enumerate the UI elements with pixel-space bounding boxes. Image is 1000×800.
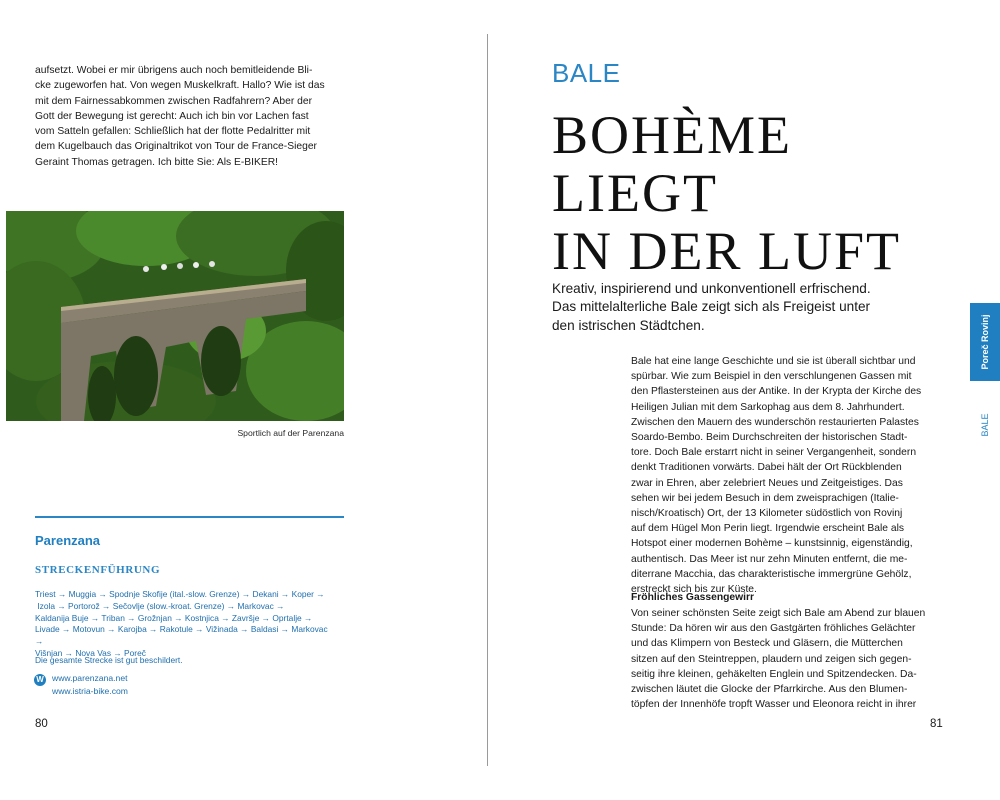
headline <box>552 106 901 280</box>
body-line: Stunde: Da hören wir aus den Gastgärten fröhliches Gelächter <box>631 623 916 635</box>
route-line: Livade → Motovun → Karojba → Rakotule → Vižinada → Baldasi → Markovac → <box>35 624 328 647</box>
body-line: authentisch. Das Meer ist nur zehn Minuten entfernt, die me- <box>631 553 908 565</box>
body-line: tore. Doch Bale erstarrt nicht in seiner Vergangenheit, sondern <box>631 447 917 459</box>
info-box-rule <box>35 516 344 518</box>
info-box-title: Parenzana <box>35 533 101 548</box>
left-page <box>0 0 487 800</box>
intro-line: aufsetzt. Wobei er mir übrigens auch noch bemitleidende Bli- <box>35 65 313 76</box>
body-line: spürbar. Wie zum Beispiel in den verschlungenen Gassen mit <box>631 371 912 383</box>
body-line: denkt Traditionen vorwärts. Dabei hält der Ort Rückblenden <box>631 462 902 474</box>
section-kicker: BALE <box>552 58 621 88</box>
body-line: zwar in Ehren, aber zelebriert Neues und Zeitgeistiges. Das <box>631 477 903 489</box>
body-line: Soardo-Bembo. Beim Durchschreiten der historischen Stadt- <box>631 432 908 444</box>
info-box-subtitle: STRECKENFÜHRUNG <box>35 564 161 576</box>
body-line: und das Klimpern von Besteck und Gläsern, die Mütterchen <box>631 638 903 650</box>
intro-line: mit dem Fairnessabkommen zwischen Radfahrern? Aber der <box>35 95 312 107</box>
body-line: Hotspot einer modernen Bohème – kunstsinnig, eigenständig, <box>631 538 913 550</box>
body-line: erstreckt sich bis zur Küste. <box>631 584 757 596</box>
intro-paragraph <box>35 63 345 170</box>
body-line: Zwischen den Mauern des wunderschön restaurierten Palastes <box>631 416 919 428</box>
route-line: Triest → Muggia → Spodnje Skofije (ital.-slow. Grenze) → Dekani → Koper → <box>35 589 325 599</box>
side-tab-porec-rovinj[interactable] <box>970 303 1000 381</box>
photo-caption: Sportlich auf der Parenzana <box>237 428 344 438</box>
body-line: diterrane Macchia, das charakteristische immergrüne Gehölz, <box>631 568 912 580</box>
headline-line: LIEGT <box>552 163 718 223</box>
route-description <box>35 589 335 660</box>
lead-line: Kreativ, inspirierend und unkonventionell erfrischend. <box>552 281 871 296</box>
subheading: Fröhliches Gassengewirr <box>631 592 755 603</box>
body-line: Von seiner schönsten Seite zeigt sich Bale am Abend zur blauen <box>631 608 926 619</box>
lead-paragraph <box>552 280 912 335</box>
side-tab-label: Poreč Rovinj <box>980 314 990 370</box>
body-paragraph <box>631 354 940 597</box>
body-line: seitig ihre kleinen, gehäkelten Englein und Spitzendecken. Da- <box>631 668 917 680</box>
intro-line: Gott der Bewegung ist gerecht: Auch ich bin vor Lachen fast <box>35 110 309 122</box>
globe-icon: W <box>34 674 46 686</box>
route-note: Die gesamte Strecke ist gut beschildert. <box>35 655 183 665</box>
side-tab-label: BALE <box>980 413 990 437</box>
body-line: zwischen läutet die Glocke der Pfarrkirche. Aus den Blumen- <box>631 684 908 696</box>
body-line: Heiligen Julian mit dem Sarkophag aus dem 8. Jahrhundert. <box>631 401 905 413</box>
page-gutter <box>487 34 488 766</box>
link-parenzana[interactable]: www.parenzana.net <box>52 673 128 683</box>
page-number-right: 81 <box>930 718 943 730</box>
route-line: Kaldanija Buje → Triban → Grožnjan → Kostnjica → Završje → Oprtalje → <box>35 612 313 623</box>
route-line: Izola → Portorož → Sečovlje (slow.-kroat. Grenze) → Markovac → <box>37 600 285 611</box>
intro-line: cke zugeworfen hat. Von wegen Muskelkraft. Hallo? Wie ist das <box>35 80 325 92</box>
link-istria-bike[interactable]: www.istria-bike.com <box>52 686 128 696</box>
route-line: Višnjan → Nova Vas → Poreč <box>35 647 146 658</box>
parenzana-viaduct-photo <box>6 211 344 421</box>
intro-line: vom Satteln gefallen: Schließlich hat der flotte Pedalritter mit <box>35 126 311 138</box>
body-line: auf dem Hügel Mon Perin liegt. Irgendwie erscheint Bale als <box>631 523 905 535</box>
intro-line: dem Kugelbauch das Originaltrikot von Tour de France-Sieger <box>35 141 317 153</box>
headline-line: IN DER LUFT <box>552 221 901 281</box>
page-number-left: 80 <box>35 718 48 730</box>
lead-line: Das mittelalterliche Bale zeigt sich als Freigeist unter <box>552 299 871 315</box>
body-line: sehen wir bei jedem Besuch in dem zweisprachigen (Italie- <box>631 492 899 504</box>
headline-line: BOHÈME <box>552 105 792 165</box>
body-line: den Pflastersteinen aus der Antike. In der Krypta der Kirche des <box>631 386 922 398</box>
intro-line: Geraint Thomas getragen. Ich bitte Sie: Als E-BIKER! <box>35 156 279 168</box>
lead-line: den istrischen Städtchen. <box>552 317 705 333</box>
body-line: sitzen auf den Steintreppen, plaudern und zeigen sich gegen- <box>631 653 912 665</box>
body-line: nisch/Kroatisch) Ort, der 13 Kilometer südöstlich von Rovinj <box>631 508 903 520</box>
body-line: töpfen der Innenhöfe tropft Wasser und Eleonora reicht in ihrer <box>631 699 917 711</box>
body-line: Bale hat eine lange Geschichte und sie ist überall sichtbar und <box>631 356 916 367</box>
side-tab-bale[interactable] <box>970 405 1000 445</box>
body-paragraph-2 <box>631 606 940 712</box>
